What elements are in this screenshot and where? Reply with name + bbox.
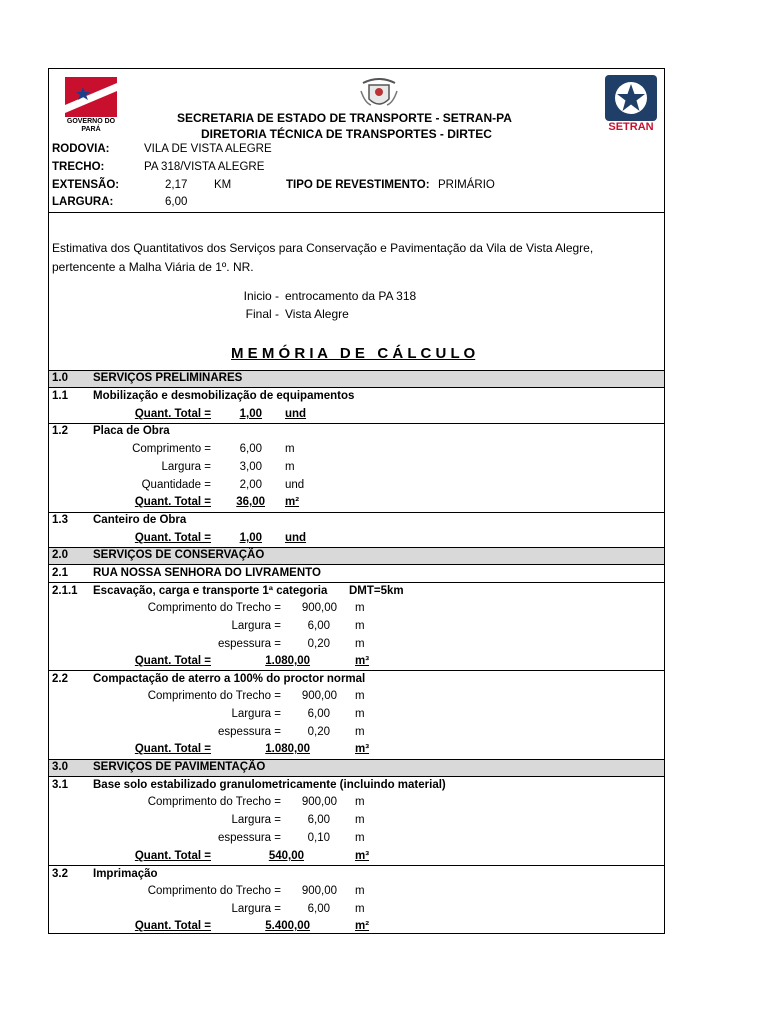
item-2-1-1-dmt: DMT=5km bbox=[349, 585, 404, 597]
setran-logo-text: SETRAN bbox=[608, 121, 654, 133]
item-1-2-title: Placa de Obra bbox=[93, 425, 170, 437]
item-3-1-comprimento-label: Comprimento do Trecho = bbox=[147, 796, 281, 808]
item-3-1-comprimento-unit: m bbox=[355, 796, 365, 808]
item-2-1-1-num: 2.1.1 bbox=[52, 585, 78, 597]
item-3-2-largura-unit: m bbox=[355, 903, 365, 915]
item-3-1-total-label: Quant. Total = bbox=[134, 850, 211, 862]
item-2-1-1-espessura-unit: m bbox=[355, 638, 365, 650]
secretaria-title: SECRETARIA DE ESTADO DE TRANSPORTE - SETRAN-PA bbox=[177, 111, 512, 125]
item-3-1-num: 3.1 bbox=[52, 779, 68, 791]
item-2-1-1-largura-unit: m bbox=[355, 620, 365, 632]
item-1-3-num: 1.3 bbox=[52, 514, 68, 526]
item-1-2-comprimento-unit: m bbox=[285, 443, 295, 455]
governo-para-logo-text: GOVERNO DO PARÁ bbox=[66, 118, 116, 133]
item-1-2-largura-value: 3,00 bbox=[239, 461, 262, 473]
item-2-1-1-espessura-label: espessura = bbox=[218, 638, 281, 650]
item-1-3-title: Canteiro de Obra bbox=[93, 514, 187, 526]
inicio-value: entrocamento da PA 318 bbox=[285, 289, 417, 303]
item-1-2-largura-label: Largura = bbox=[161, 461, 211, 473]
item-3-1-largura-label: Largura = bbox=[231, 814, 281, 826]
item-2-1-1-total-label: Quant. Total = bbox=[134, 655, 211, 667]
brasao-icon bbox=[359, 75, 399, 113]
item-2-1-1-comprimento-value: 900,00 bbox=[301, 602, 337, 614]
item-1-3-total-value: 1,00 bbox=[239, 532, 262, 544]
item-2-2-total-unit: m³ bbox=[355, 743, 370, 755]
trecho-value: PA 318/VISTA ALEGRE bbox=[144, 161, 265, 173]
item-2-1-title: RUA NOSSA SENHORA DO LIVRAMENTO bbox=[93, 567, 321, 579]
document-sheet bbox=[48, 68, 665, 934]
item-1-1-total-value: 1,00 bbox=[239, 408, 262, 420]
tipo-revestimento-label: TIPO DE REVESTIMENTO: bbox=[286, 179, 430, 191]
item-1-2-largura-unit: m bbox=[285, 461, 295, 473]
item-1-3-total-label: Quant. Total = bbox=[134, 532, 211, 544]
extensao-unit: KM bbox=[214, 179, 232, 191]
item-1-1-total-label: Quant. Total = bbox=[134, 408, 211, 420]
item-3-2-largura-value: 6,00 bbox=[307, 903, 330, 915]
section-2-title: SERVIÇOS DE CONSERVAÇÃO bbox=[93, 549, 265, 561]
item-3-1-largura-unit: m bbox=[355, 814, 365, 826]
diretoria-title: DIRETORIA TÉCNICA DE TRANSPORTES - DIRTEC bbox=[201, 127, 492, 141]
item-3-2-comprimento-value: 900,00 bbox=[301, 885, 337, 897]
item-3-1-espessura-value: 0,10 bbox=[307, 832, 330, 844]
trecho-label: TRECHO: bbox=[52, 161, 105, 173]
item-2-2-largura-label: Largura = bbox=[231, 708, 281, 720]
item-2-2-espessura-label: espessura = bbox=[218, 726, 281, 738]
item-3-1-title: Base solo estabilizado granulometricamente (incluindo material) bbox=[93, 779, 446, 791]
setran-logo bbox=[602, 75, 660, 133]
section-3-title: SERVIÇOS DE PAVIMENTAÇÃO bbox=[93, 761, 266, 773]
item-1-2-total-label: Quant. Total = bbox=[134, 496, 211, 508]
rodovia-label: RODOVIA: bbox=[52, 143, 110, 155]
item-2-1-1-title: Escavação, carga e transporte 1ª categoria bbox=[93, 585, 328, 597]
item-2-2-largura-value: 6,00 bbox=[307, 708, 330, 720]
tipo-revestimento-value: PRIMÁRIO bbox=[438, 179, 495, 191]
item-2-1-num: 2.1 bbox=[52, 567, 68, 579]
item-2-1-1-comprimento-unit: m bbox=[355, 602, 365, 614]
item-2-2-total-value: 1.080,00 bbox=[265, 743, 310, 755]
final-label: Final - bbox=[245, 307, 279, 321]
item-3-2-total-label: Quant. Total = bbox=[134, 920, 211, 932]
item-3-1-espessura-unit: m bbox=[355, 832, 365, 844]
item-1-2-comprimento-value: 6,00 bbox=[239, 443, 262, 455]
item-2-2-total-label: Quant. Total = bbox=[134, 743, 211, 755]
item-1-2-num: 1.2 bbox=[52, 425, 68, 437]
item-2-1-1-total-unit: m³ bbox=[355, 655, 370, 667]
item-3-2-comprimento-unit: m bbox=[355, 885, 365, 897]
item-1-3-total-unit: und bbox=[285, 532, 307, 544]
item-1-1-total-unit: und bbox=[285, 408, 307, 420]
section-3-num: 3.0 bbox=[52, 761, 68, 773]
item-3-2-largura-label: Largura = bbox=[231, 903, 281, 915]
item-2-2-comprimento-value: 900,00 bbox=[301, 690, 337, 702]
section-2-num: 2.0 bbox=[52, 549, 68, 561]
item-1-2-quantidade-unit: und bbox=[285, 479, 305, 491]
item-2-1-1-comprimento-label: Comprimento do Trecho = bbox=[147, 602, 281, 614]
item-1-2-comprimento-label: Comprimento = bbox=[132, 443, 211, 455]
item-3-2-num: 3.2 bbox=[52, 868, 68, 880]
item-3-1-total-value: 540,00 bbox=[268, 850, 304, 862]
item-2-2-comprimento-label: Comprimento do Trecho = bbox=[147, 690, 281, 702]
item-2-2-espessura-value: 0,20 bbox=[307, 726, 330, 738]
section-1-num: 1.0 bbox=[52, 372, 68, 384]
item-2-2-title: Compactação de aterro a 100% do proctor normal bbox=[93, 673, 366, 685]
intro-line-2: pertencente a Malha Viária de 1º. NR. bbox=[52, 260, 254, 274]
largura-value: 6,00 bbox=[165, 196, 188, 208]
item-1-2-total-value: 36,00 bbox=[236, 496, 265, 508]
item-2-2-num: 2.2 bbox=[52, 673, 68, 685]
item-2-2-largura-unit: m bbox=[355, 708, 365, 720]
divider bbox=[49, 212, 664, 213]
item-1-2-quantidade-value: 2,00 bbox=[239, 479, 262, 491]
extensao-label: EXTENSÃO: bbox=[52, 179, 120, 191]
governo-para-logo bbox=[63, 75, 119, 135]
item-3-1-total-unit: m³ bbox=[355, 850, 370, 862]
item-2-1-1-total-value: 1.080,00 bbox=[265, 655, 310, 667]
item-1-1-num: 1.1 bbox=[52, 390, 68, 402]
item-3-2-title: Imprimação bbox=[93, 868, 158, 880]
intro-line-1: Estimativa dos Quantitativos dos Serviços para Conservação e Pavimentação da Vila de Vista Alegre, bbox=[52, 241, 594, 255]
memoria-title: M E M Ó R I A D E C Á L C U L O bbox=[231, 345, 476, 362]
item-3-2-comprimento-label: Comprimento do Trecho = bbox=[147, 885, 281, 897]
item-2-1-1-espessura-value: 0,20 bbox=[307, 638, 330, 650]
section-1-title: SERVIÇOS PRELIMINARES bbox=[93, 372, 243, 384]
final-value: Vista Alegre bbox=[285, 307, 349, 321]
item-2-2-espessura-unit: m bbox=[355, 726, 365, 738]
item-3-1-largura-value: 6,00 bbox=[307, 814, 330, 826]
item-2-1-1-largura-label: Largura = bbox=[231, 620, 281, 632]
inicio-label: Inicio - bbox=[243, 289, 279, 303]
largura-label: LARGURA: bbox=[52, 196, 114, 208]
item-1-1-title: Mobilização e desmobilização de equipamentos bbox=[93, 390, 355, 402]
rodovia-value: VILA DE VISTA ALEGRE bbox=[144, 143, 272, 155]
item-3-1-comprimento-value: 900,00 bbox=[301, 796, 337, 808]
item-1-2-total-unit: m² bbox=[285, 496, 300, 508]
item-2-2-comprimento-unit: m bbox=[355, 690, 365, 702]
extensao-value: 2,17 bbox=[165, 179, 188, 191]
item-2-1-1-largura-value: 6,00 bbox=[307, 620, 330, 632]
item-3-2-total-value: 5.400,00 bbox=[265, 920, 310, 932]
item-3-1-espessura-label: espessura = bbox=[218, 832, 281, 844]
item-1-2-quantidade-label: Quantidade = bbox=[141, 479, 211, 491]
item-3-2-total-unit: m² bbox=[355, 920, 370, 932]
